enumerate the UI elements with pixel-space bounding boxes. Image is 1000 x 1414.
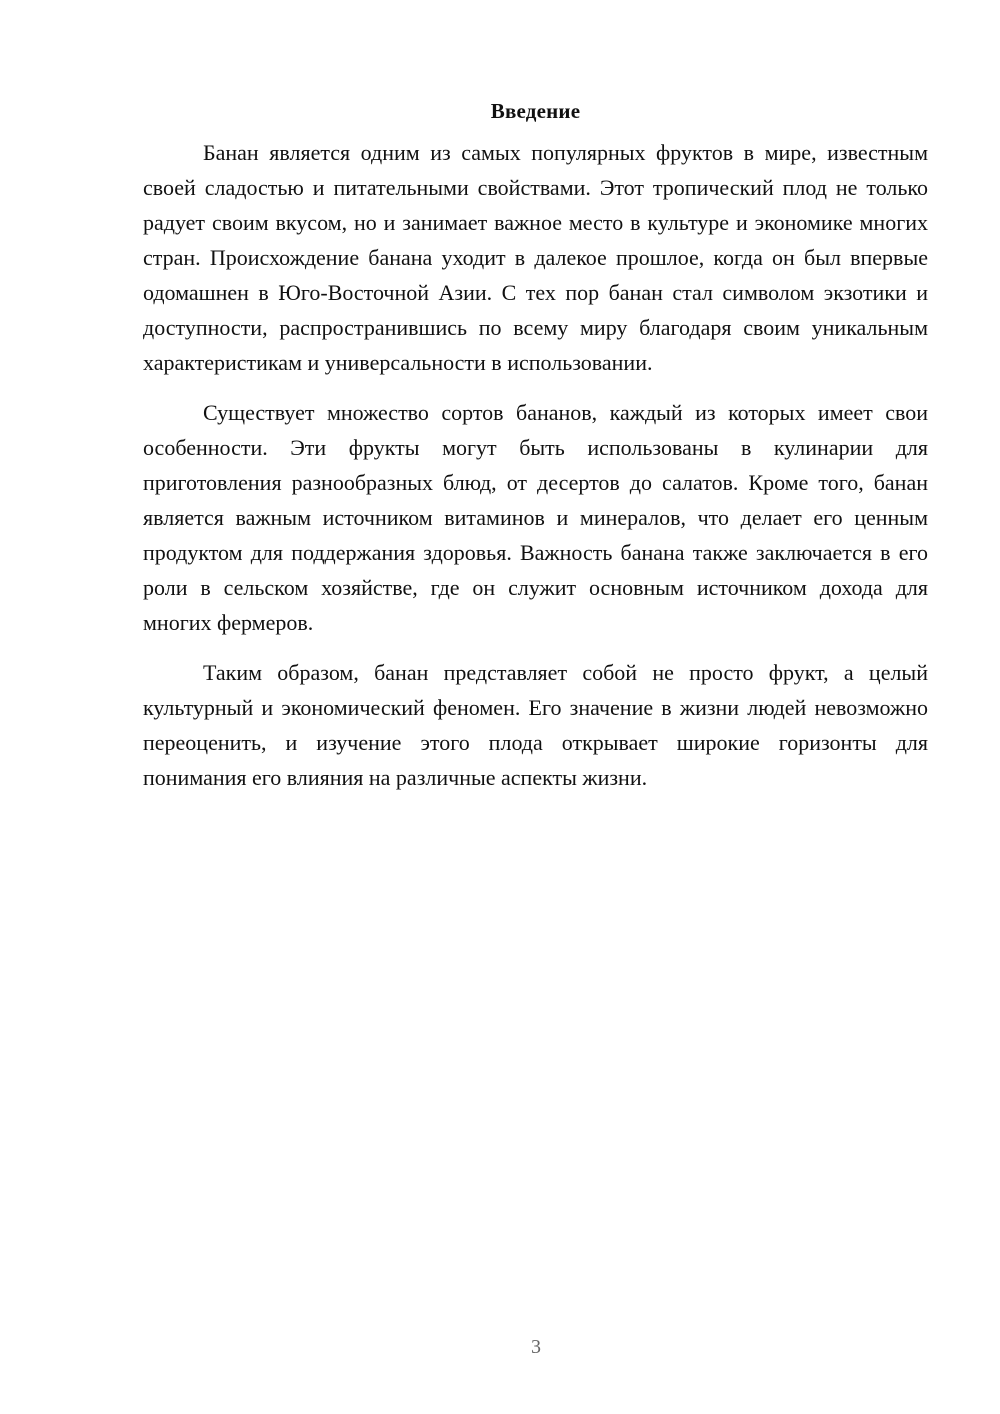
paragraph-2: Существует множество сортов бананов, каждый из которых имеет свои особенности. Эти фрукты могут быть использованы в кулинарии для приготовления разнообразных блюд, от десертов до салатов. Кроме того, банан является важным источником витаминов и минералов, что делает его ценным продуктом для поддержания здоровья. Важность банана также заключается в его роли в сельском хозяйстве, где он служит основным источником дохода для многих фермеров. bbox=[143, 400, 928, 635]
paragraph-1: Банан является одним из самых популярных фруктов в мире, известным своей сладостью и питательными свойствами. Этот тропический плод не только радует своим вкусом, но и занимает важное место в культуре и экономике многих стран. Происхождение банана уходит в далекое прошлое, когда он был впервые одомашнен в Юго-Восточной Азии. С тех пор банан стал символом экзотики и доступности, распространившись по всему миру благодаря своим уникальным характеристикам и универсальности в использовании. bbox=[143, 140, 928, 375]
section-heading: Введение bbox=[490, 99, 581, 123]
document-body bbox=[143, 96, 928, 810]
paragraph-3: Таким образом, банан представляет собой не просто фрукт, а целый культурный и экономический феномен. Его значение в жизни людей невозможно переоценить, и изучение этого плода открывает широкие горизонты для понимания его влияния на различные аспекты жизни. bbox=[143, 660, 928, 790]
page-number: 3 bbox=[531, 1336, 541, 1358]
